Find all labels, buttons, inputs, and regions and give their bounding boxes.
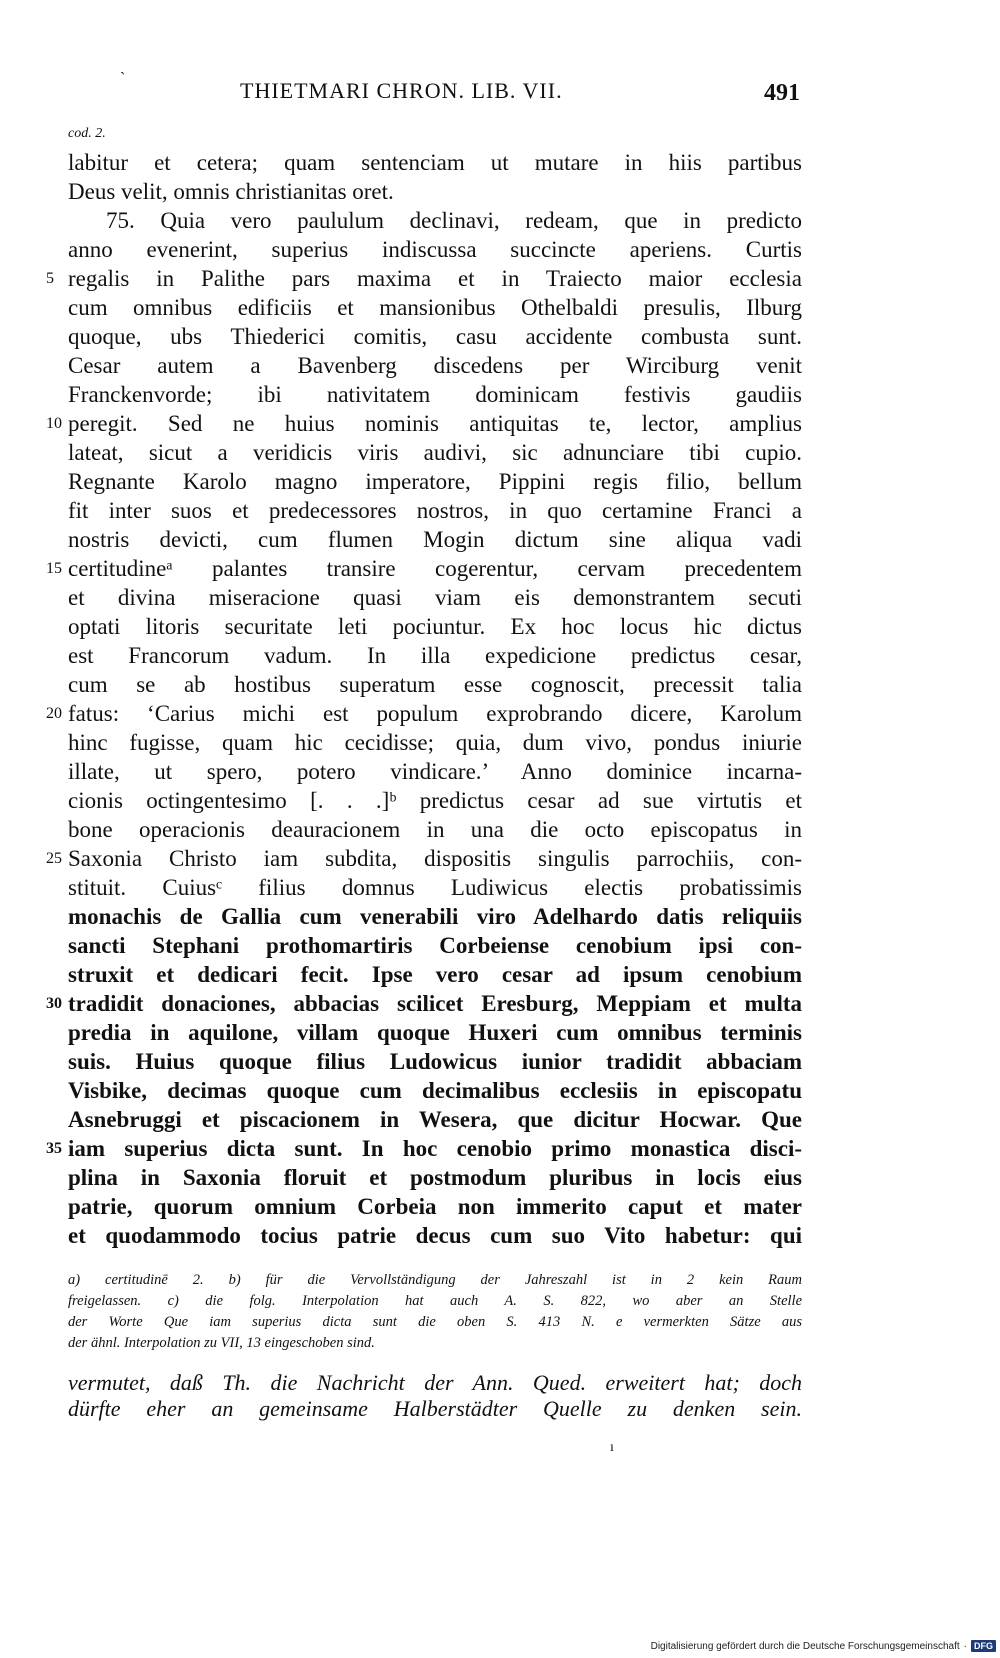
line-text: cum omnibus edificiis et mansionibus Othelbaldi presulis, Ilburg	[68, 295, 802, 320]
line-text: Visbike, decimas quoque cum decimalibus ecclesiis in episcopatu	[68, 1078, 802, 1103]
line-text: Regnante Karolo magno imperatore, Pippini regis filio, bellum	[68, 469, 802, 494]
text-line	[68, 612, 802, 641]
credit-separator: ·	[963, 1640, 967, 1652]
text-line	[68, 177, 802, 206]
footnote-line: der ähnl. Interpolation zu VII, 13 eingeschoben sind.	[68, 1335, 375, 1351]
line-text: et divina miseracione quasi viam eis demonstrantem secuti	[68, 585, 802, 610]
text-line	[46, 844, 802, 873]
line-text: suis. Huius quoque filius Ludowicus iunior tradidit abbaciam	[68, 1049, 802, 1074]
line-text: bone operacionis deauracionem in una die octo episcopatus in	[68, 817, 802, 842]
line-text: cionis octingentesimo [. . .]ᵇ predictus cesar ad sue virtutis et	[68, 788, 802, 813]
text-line	[46, 264, 802, 293]
line-text: sancti Stephani prothomartiris Corbeiense cenobium ipsi con-	[68, 933, 802, 958]
text-line	[68, 1105, 802, 1134]
line-number: 20	[46, 705, 62, 722]
text-line	[68, 380, 802, 409]
text-line	[68, 1163, 802, 1192]
line-text: peregit. Sed ne huius nominis antiquitas te, lector, amplius	[68, 411, 802, 436]
line-text: optati litoris securitate leti pociuntur. Ex hoc locus hic dictus	[68, 614, 802, 639]
line-number: 25	[46, 850, 62, 867]
text-line	[68, 148, 802, 177]
line-text: quoque, ubs Thiederici comitis, casu accidente combusta sunt.	[68, 324, 802, 349]
editorial-remark	[68, 1370, 802, 1422]
text-line	[68, 438, 802, 467]
line-text: iam superius dicta sunt. In hoc cenobio primo monastica disci-	[68, 1136, 802, 1161]
line-text: Cesar autem a Bavenberg discedens per Wirciburg venit	[68, 353, 802, 378]
footnotes	[68, 1270, 802, 1354]
footnote-line: freigelassen. c) die folg. Interpolation hat auch A. S. 822, wo aber an Stelle	[68, 1293, 802, 1309]
text-line	[68, 467, 802, 496]
line-text: certitudineᵃ palantes transire cogerentur, cervam precedentem	[68, 556, 802, 581]
dfg-logo-icon: DFG	[971, 1640, 996, 1652]
text-line	[68, 931, 802, 960]
line-text: nostris devicti, cum flumen Mogin dictum sine aliqua vadi	[68, 527, 802, 552]
line-text: tradidit donaciones, abbacias scilicet Eresburg, Meppiam et multa	[68, 991, 802, 1016]
main-text	[46, 148, 802, 1250]
line-number: 35	[46, 1140, 62, 1157]
text-line	[68, 293, 802, 322]
line-text: 75. Quia vero paululum declinavi, redeam, que in predicto	[106, 208, 802, 233]
text-line	[68, 1192, 802, 1221]
text-line	[68, 583, 802, 612]
line-text: predia in aquilone, villam quoque Huxeri cum omnibus terminis	[68, 1020, 802, 1045]
margin-mark: `	[120, 70, 126, 87]
line-number: 30	[46, 995, 62, 1012]
line-text: illate, ut spero, potero vindicare.’ Anno dominice incarna-	[68, 759, 802, 784]
line-text: plina in Saxonia floruit et postmodum pluribus in locis eius	[68, 1165, 802, 1190]
line-text: Asnebruggi et piscacionem in Wesera, que dicitur Hocwar. Que	[68, 1107, 802, 1132]
line-text: est Francorum vadum. In illa expedicione predictus cesar,	[68, 643, 802, 668]
digitization-credit	[651, 1640, 996, 1652]
line-text: fit inter suos et predecessores nostros, in quo certamine Franci a	[68, 498, 802, 523]
line-text: lateat, sicut a veridicis viris audivi, sic adnunciare tibi cupio.	[68, 440, 802, 465]
codex-reference: cod. 2.	[68, 126, 106, 141]
line-number: 10	[46, 415, 62, 432]
line-text: labitur et cetera; quam sentenciam ut mutare in hiis partibus	[68, 150, 802, 175]
text-line	[46, 554, 802, 583]
line-text: regalis in Palithe pars maxima et in Traiecto maior ecclesia	[68, 266, 802, 291]
line-text: anno evenerint, superius indiscussa succincte aperiens. Curtis	[68, 237, 802, 262]
text-line	[68, 1076, 802, 1105]
page-number: 491	[764, 80, 800, 106]
text-line	[68, 1018, 802, 1047]
line-number: 5	[46, 270, 54, 287]
footnote-line: a) certitudinē 2. b) für die Vervollständigung der Jahreszahl ist in 2 kein Raum	[68, 1272, 802, 1288]
footnote-line: der Worte Que iam superius dicta sunt die oben S. 413 N. e vermerkten Sätze aus	[68, 1314, 802, 1330]
stray-mark: ı	[610, 1440, 614, 1455]
running-title: THIETMARI CHRON. LIB. VII.	[240, 78, 563, 103]
line-text: hinc fugisse, quam hic cecidisse; quia, dum vivo, pondus iniurie	[68, 730, 802, 755]
text-line	[46, 989, 802, 1018]
line-text: patrie, quorum omnium Corbeia non immerito caput et mater	[68, 1194, 802, 1219]
text-line	[68, 235, 802, 264]
credit-text: Digitalisierung gefördert durch die Deutsche Forschungsgemeinschaft	[650, 1640, 960, 1652]
text-line	[68, 873, 802, 902]
text-line	[68, 641, 802, 670]
text-line	[68, 351, 802, 380]
text-line	[68, 670, 802, 699]
line-text: Saxonia Christo iam subdita, dispositis singulis parrochiis, con-	[68, 846, 802, 871]
text-line	[68, 960, 802, 989]
text-line	[68, 1047, 802, 1076]
line-text: et quodammodo tocius patrie decus cum suo Vito habetur: qui	[68, 1223, 802, 1248]
line-text: cum se ab hostibus superatum esse cognoscit, precessit talia	[68, 672, 802, 697]
line-text: fatus: ‘Carius michi est populum exprobrando dicere, Karolum	[68, 701, 802, 726]
text-line	[68, 525, 802, 554]
text-line	[68, 496, 802, 525]
text-line	[68, 902, 802, 931]
text-line	[68, 786, 802, 815]
line-text: Deus velit, omnis christianitas oret.	[68, 179, 394, 204]
text-line	[68, 322, 802, 351]
line-text: Franckenvorde; ibi nativitatem dominicam festivis gaudiis	[68, 382, 802, 407]
text-line	[68, 206, 802, 235]
text-line	[68, 815, 802, 844]
text-line	[46, 1134, 802, 1163]
line-text: monachis de Gallia cum venerabili viro Adelhardo datis reliquiis	[68, 904, 802, 929]
remark-line: vermutet, daß Th. die Nachricht der Ann. Qued. erweitert hat; doch	[68, 1370, 802, 1395]
text-line	[68, 757, 802, 786]
text-line	[68, 728, 802, 757]
page-header	[240, 78, 800, 110]
text-line	[68, 1221, 802, 1250]
line-text: stituit. Cuiusᶜ filius domnus Ludiwicus electis probatissimis	[68, 875, 802, 900]
line-number: 15	[46, 560, 62, 577]
text-line	[46, 699, 802, 728]
remark-line: dürfte eher an gemeinsame Halberstädter Quelle zu denken sein.	[68, 1396, 802, 1421]
line-text: struxit et dedicari fecit. Ipse vero cesar ad ipsum cenobium	[68, 962, 802, 987]
text-line	[46, 409, 802, 438]
